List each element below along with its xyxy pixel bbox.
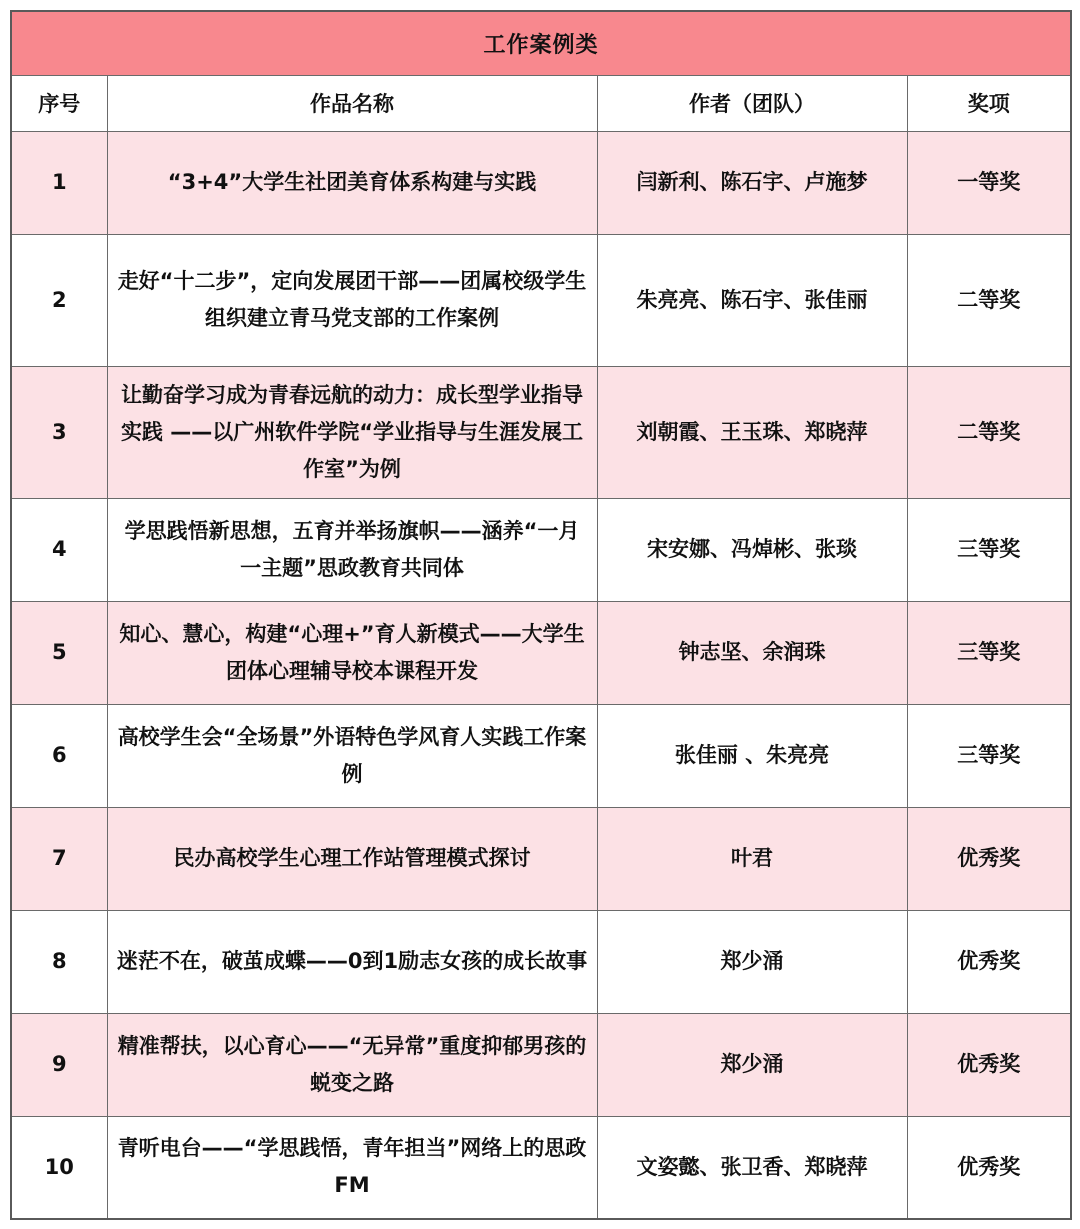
table-row bbox=[11, 366, 1071, 498]
row-work-name: 走好“十二步”，定向发展团干部——团属校级学生组织建立青马党支部的工作案例 bbox=[107, 234, 597, 366]
row-work-name: 迷茫不在，破茧成蝶——0到1励志女孩的成长故事 bbox=[107, 910, 597, 1013]
row-index: 9 bbox=[11, 1013, 107, 1116]
row-index: 6 bbox=[11, 704, 107, 807]
row-author: 钟志坚、余润珠 bbox=[597, 601, 907, 704]
row-index: 4 bbox=[11, 498, 107, 601]
row-work-name: 高校学生会“全场景”外语特色学风育人实践工作案例 bbox=[107, 704, 597, 807]
row-index: 1 bbox=[11, 131, 107, 234]
row-award: 三等奖 bbox=[907, 498, 1071, 601]
row-author: 张佳丽 、朱亮亮 bbox=[597, 704, 907, 807]
row-work-name: 知心、慧心，构建“心理+”育人新模式——大学生团体心理辅导校本课程开发 bbox=[107, 601, 597, 704]
row-work-name: 让勤奋学习成为青春远航的动力：成长型学业指导实践 ——以广州软件学院“学业指导与生涯发展工作室”为例 bbox=[107, 366, 597, 498]
row-index: 2 bbox=[11, 234, 107, 366]
row-award: 二等奖 bbox=[907, 234, 1071, 366]
row-work-name: 民办高校学生心理工作站管理模式探讨 bbox=[107, 807, 597, 910]
header-name: 作品名称 bbox=[107, 75, 597, 131]
table-row bbox=[11, 131, 1071, 234]
row-author: 宋安娜、冯焯彬、张琰 bbox=[597, 498, 907, 601]
header-index: 序号 bbox=[11, 75, 107, 131]
row-author: 叶君 bbox=[597, 807, 907, 910]
table-row bbox=[11, 704, 1071, 807]
row-award: 三等奖 bbox=[907, 704, 1071, 807]
row-award: 优秀奖 bbox=[907, 910, 1071, 1013]
row-award: 三等奖 bbox=[907, 601, 1071, 704]
row-award: 一等奖 bbox=[907, 131, 1071, 234]
row-index: 8 bbox=[11, 910, 107, 1013]
table-row bbox=[11, 601, 1071, 704]
row-author: 郑少涌 bbox=[597, 910, 907, 1013]
table-title: 工作案例类 bbox=[11, 11, 1071, 75]
row-index: 7 bbox=[11, 807, 107, 910]
row-index: 3 bbox=[11, 366, 107, 498]
row-index: 5 bbox=[11, 601, 107, 704]
table-row bbox=[11, 498, 1071, 601]
row-author: 刘朝霞、王玉珠、郑晓萍 bbox=[597, 366, 907, 498]
awards-sheet bbox=[10, 10, 1070, 1219]
table-row bbox=[11, 1116, 1071, 1219]
table-row bbox=[11, 807, 1071, 910]
row-work-name: 青听电台——“学思践悟，青年担当”网络上的思政FM bbox=[107, 1116, 597, 1219]
header-award: 奖项 bbox=[907, 75, 1071, 131]
row-index: 10 bbox=[11, 1116, 107, 1219]
awards-table bbox=[10, 10, 1072, 1220]
table-row bbox=[11, 1013, 1071, 1116]
row-award: 优秀奖 bbox=[907, 1116, 1071, 1219]
row-award: 二等奖 bbox=[907, 366, 1071, 498]
header-author: 作者（团队） bbox=[597, 75, 907, 131]
row-award: 优秀奖 bbox=[907, 807, 1071, 910]
table-title-row bbox=[11, 11, 1071, 75]
row-award: 优秀奖 bbox=[907, 1013, 1071, 1116]
row-work-name: 精准帮扶，以心育心——“无异常”重度抑郁男孩的蜕变之路 bbox=[107, 1013, 597, 1116]
table-row bbox=[11, 234, 1071, 366]
table-row bbox=[11, 910, 1071, 1013]
row-author: 郑少涌 bbox=[597, 1013, 907, 1116]
row-author: 朱亮亮、陈石宇、张佳丽 bbox=[597, 234, 907, 366]
row-work-name: “3+4”大学生社团美育体系构建与实践 bbox=[107, 131, 597, 234]
row-author: 文姿懿、张卫香、郑晓萍 bbox=[597, 1116, 907, 1219]
table-header-row bbox=[11, 75, 1071, 131]
row-author: 闫新利、陈石宇、卢施梦 bbox=[597, 131, 907, 234]
row-work-name: 学思践悟新思想，五育并举扬旗帜——涵养“一月一主题”思政教育共同体 bbox=[107, 498, 597, 601]
